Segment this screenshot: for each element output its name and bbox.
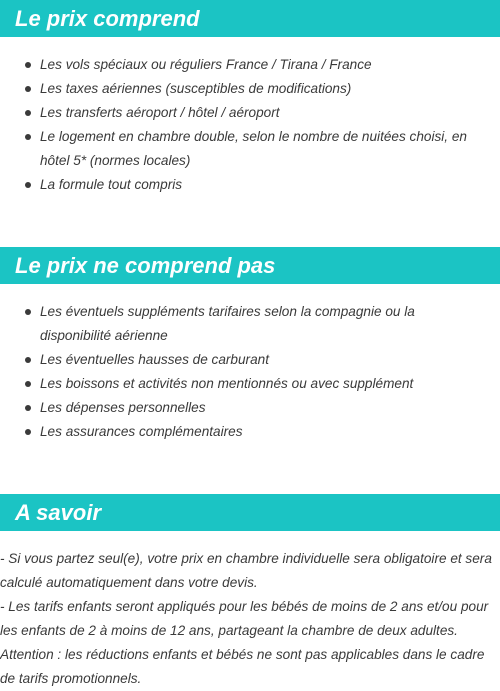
- list-item: Les assurances complémentaires: [0, 420, 500, 444]
- list-item: Les dépenses personnelles: [0, 396, 500, 420]
- good-to-know-text: [0, 547, 500, 691]
- section-title: A savoir: [15, 500, 102, 525]
- section-header-included: [0, 0, 500, 37]
- list-item: La formule tout compris: [0, 173, 500, 197]
- list-item: Le logement en chambre double, selon le nombre de nuitées choisi, en hôtel 5* (normes locales): [0, 125, 500, 173]
- bullet-icon: [25, 110, 31, 116]
- bullet-icon: [25, 62, 31, 68]
- list-item: Les éventuelles hausses de carburant: [0, 348, 500, 372]
- paragraph: Attention : les réductions enfants et bébés ne sont pas applicables dans le cadre de tarifs promotionnels.: [0, 647, 485, 686]
- list-item: Les boissons et activités non mentionnés ou avec supplément: [0, 372, 500, 396]
- section-title: Le prix ne comprend pas: [15, 253, 276, 278]
- bullet-icon: [25, 134, 31, 140]
- bullet-icon: [25, 182, 31, 188]
- list-item: Les taxes aériennes (susceptibles de modifications): [0, 77, 500, 101]
- bullet-icon: [25, 381, 31, 387]
- included-list: [0, 53, 500, 197]
- paragraph: - Si vous partez seul(e), votre prix en chambre individuelle sera obligatoire et sera calculé automatiquement dans votre devis.: [0, 551, 492, 590]
- list-item: Les vols spéciaux ou réguliers France / Tirana / France: [0, 53, 500, 77]
- bullet-icon: [25, 405, 31, 411]
- paragraph: - Les tarifs enfants seront appliqués pour les bébés de moins de 2 ans et/ou pour les enfants de 2 à moins de 12 ans, partageant la chambre de deux adultes.: [0, 599, 489, 638]
- section-header-not-included: [0, 247, 500, 284]
- list-item: Les transferts aéroport / hôtel / aéroport: [0, 101, 500, 125]
- not-included-list: [0, 300, 500, 444]
- section-title: Le prix comprend: [15, 6, 200, 31]
- bullet-icon: [25, 429, 31, 435]
- bullet-icon: [25, 357, 31, 363]
- list-item: Les éventuels suppléments tarifaires selon la compagnie ou la disponibilité aérienne: [0, 300, 500, 348]
- bullet-icon: [25, 309, 31, 315]
- bullet-icon: [25, 86, 31, 92]
- section-header-good-to-know: [0, 494, 500, 531]
